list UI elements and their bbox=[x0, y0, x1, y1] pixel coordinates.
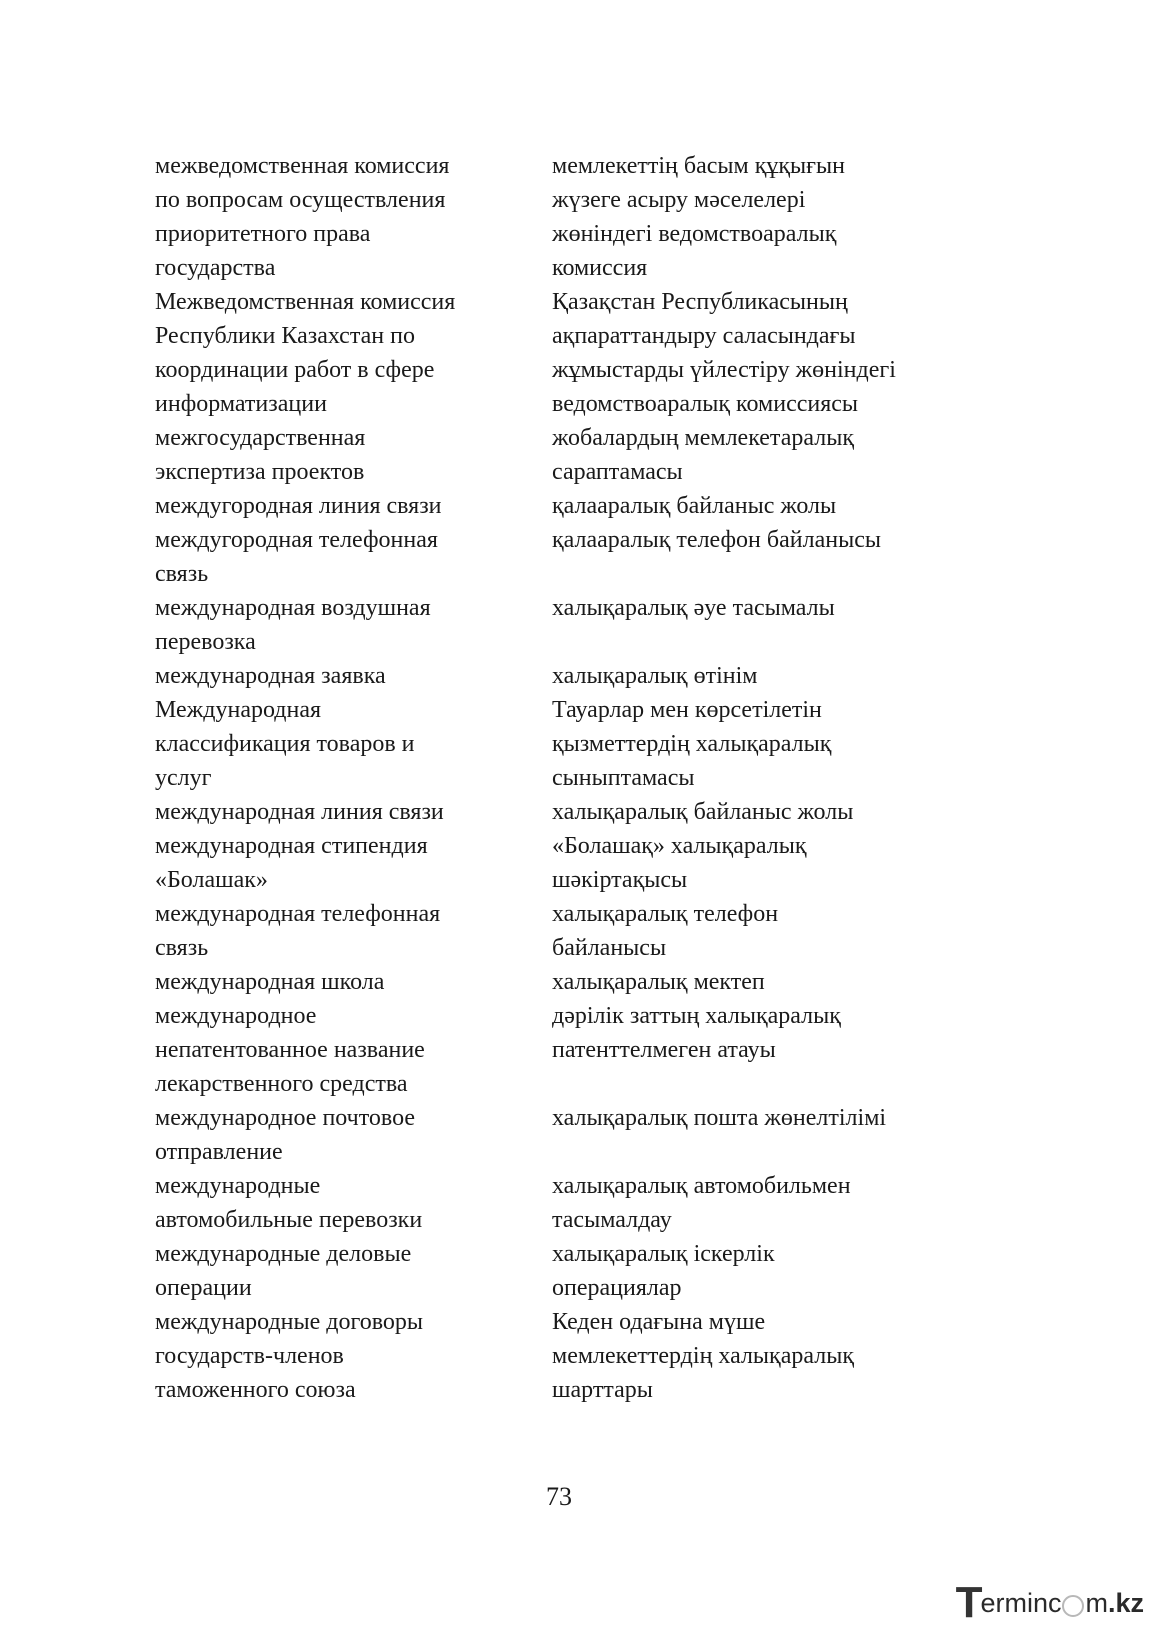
entry-row bbox=[155, 999, 1015, 1101]
kazakh-term: дәрілік заттың халықаралық патенттелмеген атауы bbox=[552, 1003, 841, 1063]
entry-row bbox=[155, 659, 1015, 693]
kazakh-term: халықаралық пошта жөнелтілімі bbox=[552, 1105, 887, 1131]
kazakh-term: жобалардың мемлекетаралық сараптамасы bbox=[552, 425, 854, 485]
kazakh-term: халықаралық өтінім bbox=[552, 663, 758, 689]
russian-term: международные автомобильные перевозки bbox=[155, 1173, 423, 1233]
russian-term: международная воздушная перевозка bbox=[155, 595, 431, 655]
magnifier-icon bbox=[1062, 1595, 1084, 1617]
entry-row bbox=[155, 795, 1015, 829]
page-number: 73 bbox=[546, 1482, 572, 1511]
entry-row bbox=[155, 591, 1015, 659]
russian-term: междугородная телефонная связь bbox=[155, 527, 438, 587]
russian-term: межведомственная комиссия по вопросам осуществления приоритетного права государства bbox=[155, 153, 450, 281]
entry-row bbox=[155, 489, 1015, 523]
kazakh-term: Қазақстан Республикасының ақпараттандыру саласындағы жұмыстарды үйлестіру жөніндегі ведомствоаралық комиссиясы bbox=[552, 289, 896, 417]
russian-term: международное почтовое отправление bbox=[155, 1105, 416, 1165]
russian-term: международные договоры государств-членов таможенного союза bbox=[155, 1309, 424, 1403]
russian-term: Межведомственная комиссия Республики Казахстан по координации работ в сфере информатизации bbox=[155, 289, 456, 417]
kazakh-term: Тауарлар мен көрсетілетін қызметтердің халықаралық сыныптамасы bbox=[552, 697, 832, 791]
kazakh-term: қалааралық байланыс жолы bbox=[552, 493, 837, 519]
entry-row bbox=[155, 1169, 1015, 1237]
russian-term: межгосударственная экспертиза проектов bbox=[155, 425, 366, 485]
kazakh-term: қалааралық телефон байланысы bbox=[552, 527, 881, 553]
russian-term: международная школа bbox=[155, 969, 385, 995]
entry-row bbox=[155, 149, 1015, 285]
kazakh-term: халықаралық мектеп bbox=[552, 969, 765, 995]
dictionary-entries bbox=[155, 149, 1015, 1407]
russian-term: международная телефонная связь bbox=[155, 901, 441, 961]
entry-row bbox=[155, 1237, 1015, 1305]
russian-term: международное непатентованное название лекарственного средства bbox=[155, 1003, 425, 1097]
kazakh-term: халықаралық іскерлік операциялар bbox=[552, 1241, 775, 1301]
russian-term: международная стипендия «Болашак» bbox=[155, 833, 428, 893]
entry-row bbox=[155, 897, 1015, 965]
entry-row bbox=[155, 1305, 1015, 1407]
russian-term: международная линия связи bbox=[155, 799, 444, 825]
entry-row bbox=[155, 693, 1015, 795]
kazakh-term: халықаралық әуе тасымалы bbox=[552, 595, 835, 621]
kazakh-term: мемлекеттің басым құқығын жүзеге асыру мәселелері жөніндегі ведомствоаралық комиссия bbox=[552, 153, 845, 281]
entry-row bbox=[155, 285, 1015, 421]
entry-row bbox=[155, 965, 1015, 999]
watermark-logo-t: T bbox=[955, 1578, 983, 1627]
russian-term: международная заявка bbox=[155, 663, 386, 689]
watermark-logo: T erminc m .kz bbox=[955, 1578, 1144, 1627]
kazakh-term: халықаралық автомобильмен тасымалдау bbox=[552, 1173, 851, 1233]
kazakh-term: халықаралық байланыс жолы bbox=[552, 799, 854, 825]
russian-term: междугородная линия связи bbox=[155, 493, 442, 519]
kazakh-term: Кеден одағына мүше мемлекеттердің халықаралық шарттары bbox=[552, 1309, 854, 1403]
entry-row bbox=[155, 829, 1015, 897]
russian-term: Международная классификация товаров и услуг bbox=[155, 697, 415, 791]
kazakh-term: халықаралық телефон байланысы bbox=[552, 901, 779, 961]
kazakh-term: «Болашақ» халықаралық шәкіртақысы bbox=[552, 833, 807, 893]
entry-row bbox=[155, 523, 1015, 591]
entry-row bbox=[155, 421, 1015, 489]
entry-row bbox=[155, 1101, 1015, 1169]
russian-term: международные деловые операции bbox=[155, 1241, 412, 1301]
